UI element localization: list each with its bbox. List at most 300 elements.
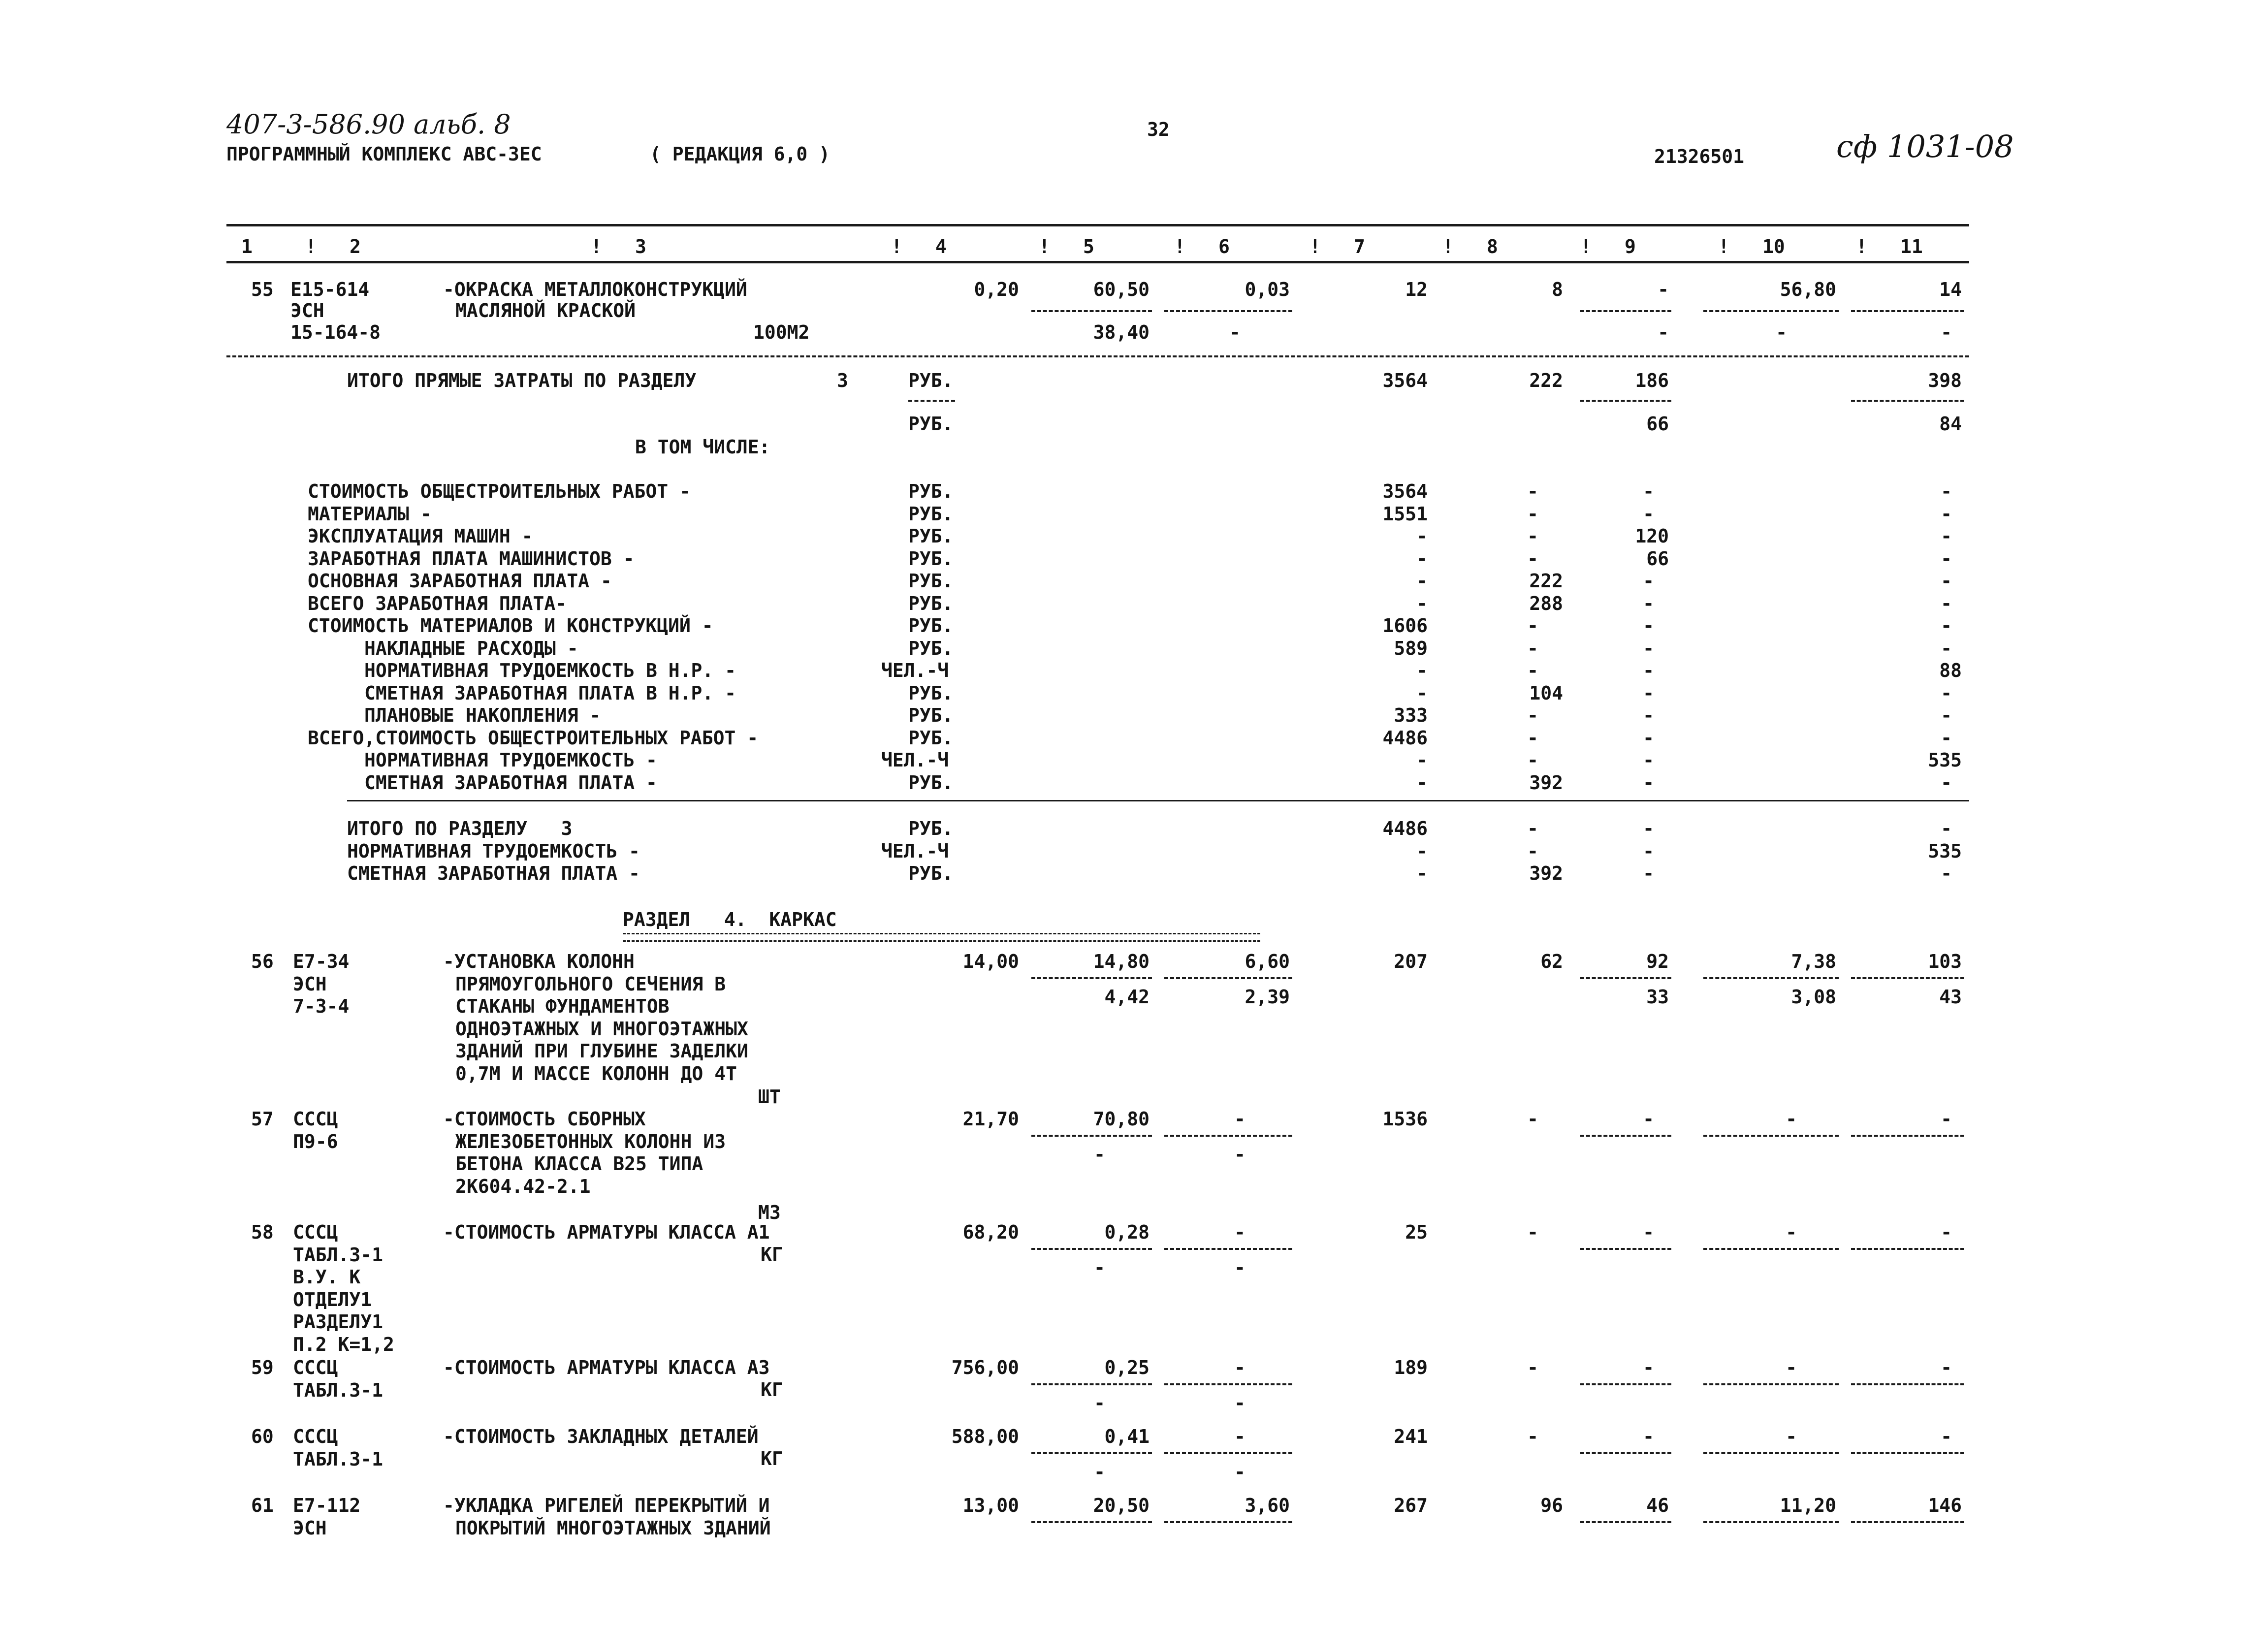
cell-c5: - — [1094, 1144, 1105, 1165]
cell-c8: - — [1527, 704, 1538, 726]
item-description: -ОКРАСКА МЕТАЛЛОКОНСТРУКЦИЙ — [443, 279, 747, 300]
breakdown-label: НАКЛАДНЫЕ РАСХОДЫ - — [364, 637, 578, 659]
item-description: -УСТАНОВКА КОЛОНН — [443, 951, 635, 972]
handwritten-stamp: сф 1031-08 — [1836, 128, 2014, 164]
cell-c8: - — [1527, 480, 1538, 502]
cell-c5: - — [1094, 1257, 1105, 1278]
cell-c7: - — [1416, 547, 1428, 570]
cell-c7: 267 — [1394, 1495, 1428, 1516]
cell-c9: - — [1643, 1357, 1654, 1378]
cell-c9: - — [1658, 279, 1669, 300]
cell-c5: 4,42 — [1104, 986, 1150, 1008]
cell-c9: - — [1643, 862, 1654, 884]
cell-c7: 3564 — [1382, 370, 1428, 391]
cell-c9: - — [1643, 771, 1654, 794]
cell-c9: 46 — [1646, 1495, 1669, 1516]
cell-c7: - — [1416, 682, 1428, 704]
unit-label: РУБ. — [908, 480, 954, 502]
unit-label: РУБ. — [908, 413, 954, 435]
cell-underline — [1703, 1248, 1839, 1250]
breakdown-label: МАТЕРИАЛЫ - — [308, 503, 432, 525]
cell-c11: 146 — [1928, 1495, 1962, 1516]
cell-underline — [1164, 1521, 1292, 1523]
cell-c11: - — [1941, 480, 1952, 502]
cell-c11: 88 — [1939, 660, 1962, 681]
cell-underline — [1851, 400, 1964, 402]
cell-c6: 0,03 — [1245, 279, 1290, 300]
cell-c4: 756,00 — [951, 1357, 1019, 1378]
item-code: Е15-614 — [290, 279, 370, 300]
cell-c6: - — [1234, 1461, 1246, 1483]
item-description: ЖЕЛЕЗОБЕТОННЫХ КОЛОНН ИЗ — [455, 1130, 726, 1152]
cell-c10: - — [1786, 1221, 1797, 1243]
item-number: 56 — [251, 951, 274, 972]
cell-c7: - — [1416, 771, 1428, 794]
item-code: Е7-112 — [293, 1495, 361, 1516]
cell-c10: 56,80 — [1780, 279, 1836, 300]
column-number-5: 5 — [1083, 236, 1094, 257]
cell-c9: 186 — [1635, 370, 1669, 391]
cell-underline — [1580, 1135, 1671, 1137]
section-number: 3 — [837, 370, 848, 391]
item-unit: КГ — [761, 1448, 783, 1469]
cell-c11: - — [1941, 570, 1952, 592]
cell-c10: 3,08 — [1791, 986, 1836, 1008]
item-description: -СТОИМОСТЬ АРМАТУРЫ КЛАССА А3 — [443, 1357, 770, 1378]
cell-underline — [1580, 400, 1671, 402]
cell-underline — [1851, 977, 1964, 979]
cell-c6: 6,60 — [1245, 951, 1290, 972]
cell-c7: - — [1416, 592, 1428, 614]
cell-underline — [1164, 310, 1292, 312]
cell-c7: 207 — [1394, 951, 1428, 972]
cell-c5: 70,80 — [1093, 1108, 1150, 1130]
column-number-6: 6 — [1218, 236, 1230, 257]
item-description: -УКЛАДКА РИГЕЛЕЙ ПЕРЕКРЫТИЙ И — [443, 1495, 770, 1516]
page-number: 32 — [1147, 119, 1170, 140]
cell-c11: - — [1941, 615, 1952, 637]
column-number-11: 11 — [1900, 236, 1923, 257]
unit-label: РУБ. — [908, 570, 954, 592]
cell-underline — [1580, 977, 1671, 979]
cell-c7: 12 — [1405, 279, 1428, 300]
cell-c11: - — [1941, 818, 1952, 839]
breakdown-label: СМЕТНАЯ ЗАРАБОТНАЯ ПЛАТА В Н.Р. - — [364, 682, 736, 704]
unit-label: РУБ. — [908, 370, 954, 391]
item-unit: ШТ — [758, 1086, 781, 1108]
column-number-4: 4 — [935, 236, 947, 257]
cell-c9: - — [1643, 704, 1654, 726]
cell-c7: 3564 — [1382, 480, 1428, 502]
cell-c6: - — [1229, 321, 1241, 343]
breakdown-label: ЗАРАБОТНАЯ ПЛАТА МАШИНИСТОВ - — [308, 547, 635, 570]
cell-underline — [1851, 1521, 1964, 1523]
cell-c11: - — [1941, 592, 1952, 614]
cell-c7: 241 — [1394, 1426, 1428, 1447]
cell-c6: - — [1234, 1108, 1246, 1130]
cell-c8: - — [1527, 547, 1538, 570]
cell-c9: 66 — [1646, 413, 1669, 435]
cell-c11: - — [1941, 704, 1952, 726]
cell-c9: - — [1643, 727, 1654, 749]
cell-c6: - — [1234, 1357, 1246, 1378]
cell-underline — [1703, 1521, 1839, 1523]
cell-c4: 68,20 — [962, 1221, 1019, 1243]
item-code: П9-6 — [293, 1130, 338, 1152]
cell-c11: - — [1941, 1357, 1952, 1378]
unit-label: РУБ. — [908, 862, 954, 884]
cell-c5: 0,41 — [1104, 1426, 1150, 1447]
cell-c7: - — [1416, 570, 1428, 592]
cell-c8: 104 — [1529, 682, 1563, 704]
cell-underline — [1164, 1135, 1292, 1137]
column-number-1: 1 — [241, 236, 253, 257]
unit-label: ЧЕЛ.-Ч — [881, 840, 949, 862]
item-code: РАЗДЕЛУ1 — [293, 1311, 383, 1333]
cell-underline — [1580, 1521, 1671, 1523]
cell-c9: - — [1643, 749, 1654, 771]
doc-code-handwritten: 407-3-586.90 альб. 8 — [226, 109, 511, 140]
cell-c6: - — [1234, 1257, 1246, 1278]
cell-c4: 13,00 — [962, 1495, 1019, 1516]
item-description: ПРЯМОУГОЛЬНОГО СЕЧЕНИЯ В — [455, 973, 726, 995]
cell-underline — [1580, 1383, 1671, 1385]
cell-c5: 38,40 — [1093, 321, 1150, 343]
edition-label: ( РЕДАКЦИЯ 6,0 ) — [650, 143, 831, 165]
item-code: ЭСН — [293, 1517, 327, 1539]
breakdown-label: СМЕТНАЯ ЗАРАБОТНАЯ ПЛАТА - — [364, 771, 657, 794]
cell-c8: - — [1527, 615, 1538, 637]
unit-label: РУБ. — [908, 503, 954, 525]
cell-underline — [1580, 1452, 1671, 1454]
item-code: СССЦ — [293, 1357, 338, 1378]
unit-label: РУБ. — [908, 771, 954, 794]
cell-c9: - — [1643, 818, 1654, 839]
cell-c7: 189 — [1394, 1357, 1428, 1378]
cell-c7: 1536 — [1382, 1108, 1428, 1130]
item-description: БЕТОНА КЛАССА В25 ТИПА — [455, 1153, 703, 1175]
cell-underline — [1703, 1383, 1839, 1385]
cell-c8: - — [1527, 818, 1538, 839]
cell-underline — [1031, 1135, 1152, 1137]
cell-c9: - — [1643, 660, 1654, 681]
cell-underline — [1164, 1383, 1292, 1385]
cell-underline — [1164, 1452, 1292, 1454]
breakdown-label: ОСНОВНАЯ ЗАРАБОТНАЯ ПЛАТА - — [308, 570, 612, 592]
cell-c11: 14 — [1939, 279, 1962, 300]
cell-c7: 4486 — [1382, 727, 1428, 749]
cell-underline — [1031, 1452, 1152, 1454]
cell-underline — [1031, 977, 1152, 979]
breakdown-label: НОРМАТИВНАЯ ТРУДОЕМКОСТЬ В Н.Р. - — [364, 660, 736, 681]
cell-c11: 535 — [1928, 840, 1962, 862]
cell-c11: - — [1941, 727, 1952, 749]
cell-c9: - — [1643, 840, 1654, 862]
cell-c8: 392 — [1529, 771, 1563, 794]
cell-c9: - — [1643, 592, 1654, 614]
column-number-2: 2 — [350, 236, 361, 257]
column-separator: ! — [1174, 236, 1185, 257]
cell-c8: - — [1527, 749, 1538, 771]
cell-c7: 1551 — [1382, 503, 1428, 525]
breakdown-label: ЭКСПЛУАТАЦИЯ МАШИН - — [308, 525, 533, 547]
item-code: П.2 К=1,2 — [293, 1333, 394, 1355]
cell-c11: - — [1941, 682, 1952, 704]
section-total-label: ИТОГО ПРЯМЫЕ ЗАТРАТЫ ПО РАЗДЕЛУ — [347, 370, 697, 391]
cell-underline — [1031, 310, 1152, 312]
cell-c11: - — [1941, 321, 1952, 343]
item-description: МАСЛЯНОЙ КРАСКОЙ — [455, 300, 636, 321]
cell-c9: 66 — [1646, 547, 1669, 570]
cell-c9: 120 — [1635, 525, 1669, 547]
cell-c10: 7,38 — [1791, 951, 1836, 972]
cell-c7: 333 — [1394, 704, 1428, 726]
cell-underline — [1164, 977, 1292, 979]
unit-label: РУБ. — [908, 525, 954, 547]
column-separator: ! — [305, 236, 317, 257]
item-description: ЗДАНИЙ ПРИ ГЛУБИНЕ ЗАДЕЛКИ — [455, 1040, 748, 1062]
cell-c9: - — [1643, 637, 1654, 659]
cell-c9: 92 — [1646, 951, 1669, 972]
cell-c4: 21,70 — [962, 1108, 1019, 1130]
cell-c8: - — [1527, 525, 1538, 547]
unit-label: РУБ. — [908, 615, 954, 637]
cell-c7: 4486 — [1382, 818, 1428, 839]
including-label: В ТОМ ЧИСЛЕ: — [635, 436, 770, 458]
cell-c10: - — [1776, 321, 1787, 343]
breakdown-label: СТОИМОСТЬ ОБЩЕСТРОИТЕЛЬНЫХ РАБОТ - — [308, 480, 691, 502]
breakdown-label: ВСЕГО ЗАРАБОТНАЯ ПЛАТА- — [308, 592, 567, 614]
cell-c8: - — [1527, 1426, 1538, 1447]
cell-c7: - — [1416, 840, 1428, 862]
cell-c5: 14,80 — [1093, 951, 1150, 972]
cell-c5: - — [1094, 1392, 1105, 1414]
column-header-rule — [226, 261, 1969, 263]
cell-c8: - — [1527, 1357, 1538, 1378]
item-unit: КГ — [761, 1244, 783, 1265]
cell-c8: 392 — [1529, 862, 1563, 884]
cell-c9: - — [1643, 570, 1654, 592]
unit-label: РУБ. — [908, 818, 954, 839]
item-number: 60 — [251, 1426, 274, 1447]
item-description: ОДНОЭТАЖНЫХ И МНОГОЭТАЖНЫХ — [455, 1018, 748, 1040]
cell-c11: 535 — [1928, 749, 1962, 771]
item-code: СССЦ — [293, 1426, 338, 1447]
cell-c9: - — [1658, 321, 1669, 343]
cell-c11: - — [1941, 547, 1952, 570]
cell-c7: 25 — [1405, 1221, 1428, 1243]
cell-c8: 222 — [1529, 370, 1563, 391]
cell-c8: - — [1527, 503, 1538, 525]
cell-c11: 84 — [1939, 413, 1962, 435]
item-code: ТАБЛ.3-1 — [293, 1448, 383, 1470]
column-separator: ! — [1310, 236, 1321, 257]
cell-c9: - — [1643, 1221, 1654, 1243]
cell-c9: - — [1643, 615, 1654, 637]
unit-label: ЧЕЛ.-Ч — [881, 660, 949, 681]
cell-c8: 8 — [1552, 279, 1563, 300]
column-separator: ! — [1718, 236, 1729, 257]
section-rule — [347, 800, 1969, 801]
item-description: СТАКАНЫ ФУНДАМЕНТОВ — [455, 995, 670, 1017]
item-code: ТАБЛ.3-1 — [293, 1379, 383, 1401]
cell-c8: - — [1527, 637, 1538, 659]
cell-c8: - — [1527, 840, 1538, 862]
item-code: СССЦ — [293, 1108, 338, 1130]
cell-c5: 0,25 — [1104, 1357, 1150, 1378]
cell-underline — [1031, 1383, 1152, 1385]
section-end-label: ИТОГО ПО РАЗДЕЛУ 3 — [347, 818, 573, 839]
item-description: -СТОИМОСТЬ АРМАТУРЫ КЛАССА А1 — [443, 1221, 770, 1243]
section-title: РАЗДЕЛ 4. КАРКАС — [623, 909, 837, 930]
cell-c8: - — [1527, 660, 1538, 681]
item-unit: М3 — [758, 1202, 781, 1223]
column-number-9: 9 — [1625, 236, 1636, 257]
unit-label: РУБ. — [908, 547, 954, 570]
item-description: ПОКРЫТИЙ МНОГОЭТАЖНЫХ ЗДАНИЙ — [455, 1517, 771, 1539]
cell-c8: 222 — [1529, 570, 1563, 592]
cell-c7: - — [1416, 525, 1428, 547]
column-number-7: 7 — [1354, 236, 1365, 257]
unit-label: РУБ. — [908, 592, 954, 614]
cell-c11: - — [1941, 1221, 1952, 1243]
item-unit: 100М2 — [753, 321, 810, 343]
cell-c9: - — [1643, 1426, 1654, 1447]
cell-c8: - — [1527, 727, 1538, 749]
unit-label: РУБ. — [908, 637, 954, 659]
cell-c8: 288 — [1529, 592, 1563, 614]
item-number: 58 — [251, 1221, 274, 1243]
cell-underline — [1031, 1521, 1152, 1523]
column-separator: ! — [1580, 236, 1592, 257]
cell-c11: - — [1941, 1108, 1952, 1130]
item-description: 0,7М И МАССЕ КОЛОНН ДО 4Т — [455, 1062, 737, 1085]
cell-c11: 398 — [1928, 370, 1962, 391]
cell-c9: - — [1643, 503, 1654, 525]
item-code: В.У. К — [293, 1266, 361, 1288]
cell-c11: - — [1941, 503, 1952, 525]
item-description: -СТОИМОСТЬ СБОРНЫХ — [443, 1108, 646, 1130]
program-name: ПРОГРАММНЫЙ КОМПЛЕКС АВС-3ЕС — [226, 143, 542, 165]
cell-c7: - — [1416, 862, 1428, 884]
cell-c6: - — [1234, 1426, 1246, 1447]
cell-c9: - — [1643, 1108, 1654, 1130]
cell-c6: - — [1234, 1144, 1246, 1165]
item-code: 7-3-4 — [293, 995, 350, 1017]
item-number: 55 — [251, 279, 274, 300]
cell-underline — [1703, 1452, 1839, 1454]
cell-c11: 103 — [1928, 951, 1962, 972]
section-end-label: НОРМАТИВНАЯ ТРУДОЕМКОСТЬ - — [347, 840, 640, 862]
cell-c4: 0,20 — [974, 279, 1019, 300]
cell-underline — [1851, 1383, 1964, 1385]
column-separator: ! — [1039, 236, 1050, 257]
item-code: ЭСН — [290, 300, 324, 321]
table-top-rule — [226, 224, 1969, 226]
cell-c9: 33 — [1646, 986, 1669, 1008]
column-separator: ! — [1442, 236, 1454, 257]
item-number: 57 — [251, 1108, 274, 1130]
cell-c7: - — [1416, 660, 1428, 681]
cell-c6: 2,39 — [1245, 986, 1290, 1008]
unit-label: РУБ. — [908, 727, 954, 749]
unit-label: РУБ. — [908, 704, 954, 726]
breakdown-label: НОРМАТИВНАЯ ТРУДОЕМКОСТЬ - — [364, 749, 657, 771]
cell-underline — [1580, 310, 1671, 312]
cell-underline — [1851, 310, 1964, 312]
item-unit: КГ — [761, 1379, 783, 1401]
unit-underline — [908, 400, 955, 402]
item-separator — [226, 355, 1969, 357]
cell-c9: - — [1643, 682, 1654, 704]
cell-c11: - — [1941, 1426, 1952, 1447]
column-separator: ! — [591, 236, 602, 257]
cell-c7: - — [1416, 749, 1428, 771]
cell-c11: 43 — [1939, 986, 1962, 1008]
cell-c5: 0,28 — [1104, 1221, 1150, 1243]
item-code: ЭСН — [293, 973, 327, 995]
cell-c8: 96 — [1540, 1495, 1563, 1516]
item-code: ТАБЛ.3-1 — [293, 1244, 383, 1266]
breakdown-label: СТОИМОСТЬ МАТЕРИАЛОВ И КОНСТРУКЦИЙ - — [308, 615, 713, 637]
breakdown-label: ВСЕГО,СТОИМОСТЬ ОБЩЕСТРОИТЕЛЬНЫХ РАБОТ - — [308, 727, 759, 749]
column-separator: ! — [891, 236, 902, 257]
column-number-8: 8 — [1487, 236, 1498, 257]
cell-c6: - — [1234, 1221, 1246, 1243]
cell-c8: 62 — [1540, 951, 1563, 972]
cell-c5: 60,50 — [1093, 279, 1150, 300]
cell-underline — [1703, 310, 1839, 312]
cell-c11: - — [1941, 862, 1952, 884]
cell-underline — [1703, 1135, 1839, 1137]
cell-c10: - — [1786, 1357, 1797, 1378]
item-code: Е7-34 — [293, 951, 350, 972]
cell-c7: 589 — [1394, 637, 1428, 659]
item-description: 2К604.42-2.1 — [455, 1175, 591, 1197]
column-number-3: 3 — [635, 236, 646, 257]
breakdown-label: ПЛАНОВЫЕ НАКОПЛЕНИЯ - — [364, 704, 601, 726]
cell-c5: 20,50 — [1093, 1495, 1150, 1516]
cell-c10: - — [1786, 1426, 1797, 1447]
item-code: ОТДЕЛУ1 — [293, 1288, 372, 1310]
cell-c11: - — [1941, 525, 1952, 547]
section-end-label: СМЕТНАЯ ЗАРАБОТНАЯ ПЛАТА - — [347, 862, 640, 884]
unit-label: ЧЕЛ.-Ч — [881, 749, 949, 771]
cell-c5: - — [1094, 1461, 1105, 1483]
cell-c8: - — [1527, 1221, 1538, 1243]
item-number: 61 — [251, 1495, 274, 1516]
cell-c7: 1606 — [1382, 615, 1428, 637]
column-number-10: 10 — [1762, 236, 1785, 257]
cell-c6: - — [1234, 1392, 1246, 1414]
cell-underline — [1851, 1135, 1964, 1137]
cell-underline — [1851, 1452, 1964, 1454]
column-separator: ! — [1856, 236, 1867, 257]
cell-underline — [1164, 1248, 1292, 1250]
cell-c9: - — [1643, 480, 1654, 502]
cell-underline — [1031, 1248, 1152, 1250]
cell-underline — [1580, 1248, 1671, 1250]
cell-underline — [1851, 1248, 1964, 1250]
unit-label: РУБ. — [908, 682, 954, 704]
cell-c4: 588,00 — [951, 1426, 1019, 1447]
cell-underline — [1703, 977, 1839, 979]
cell-c6: 3,60 — [1245, 1495, 1290, 1516]
cell-c11: - — [1941, 637, 1952, 659]
section-title-underline — [623, 933, 1260, 942]
cell-c10: - — [1786, 1108, 1797, 1130]
doc-id: 21326501 — [1654, 146, 1745, 167]
